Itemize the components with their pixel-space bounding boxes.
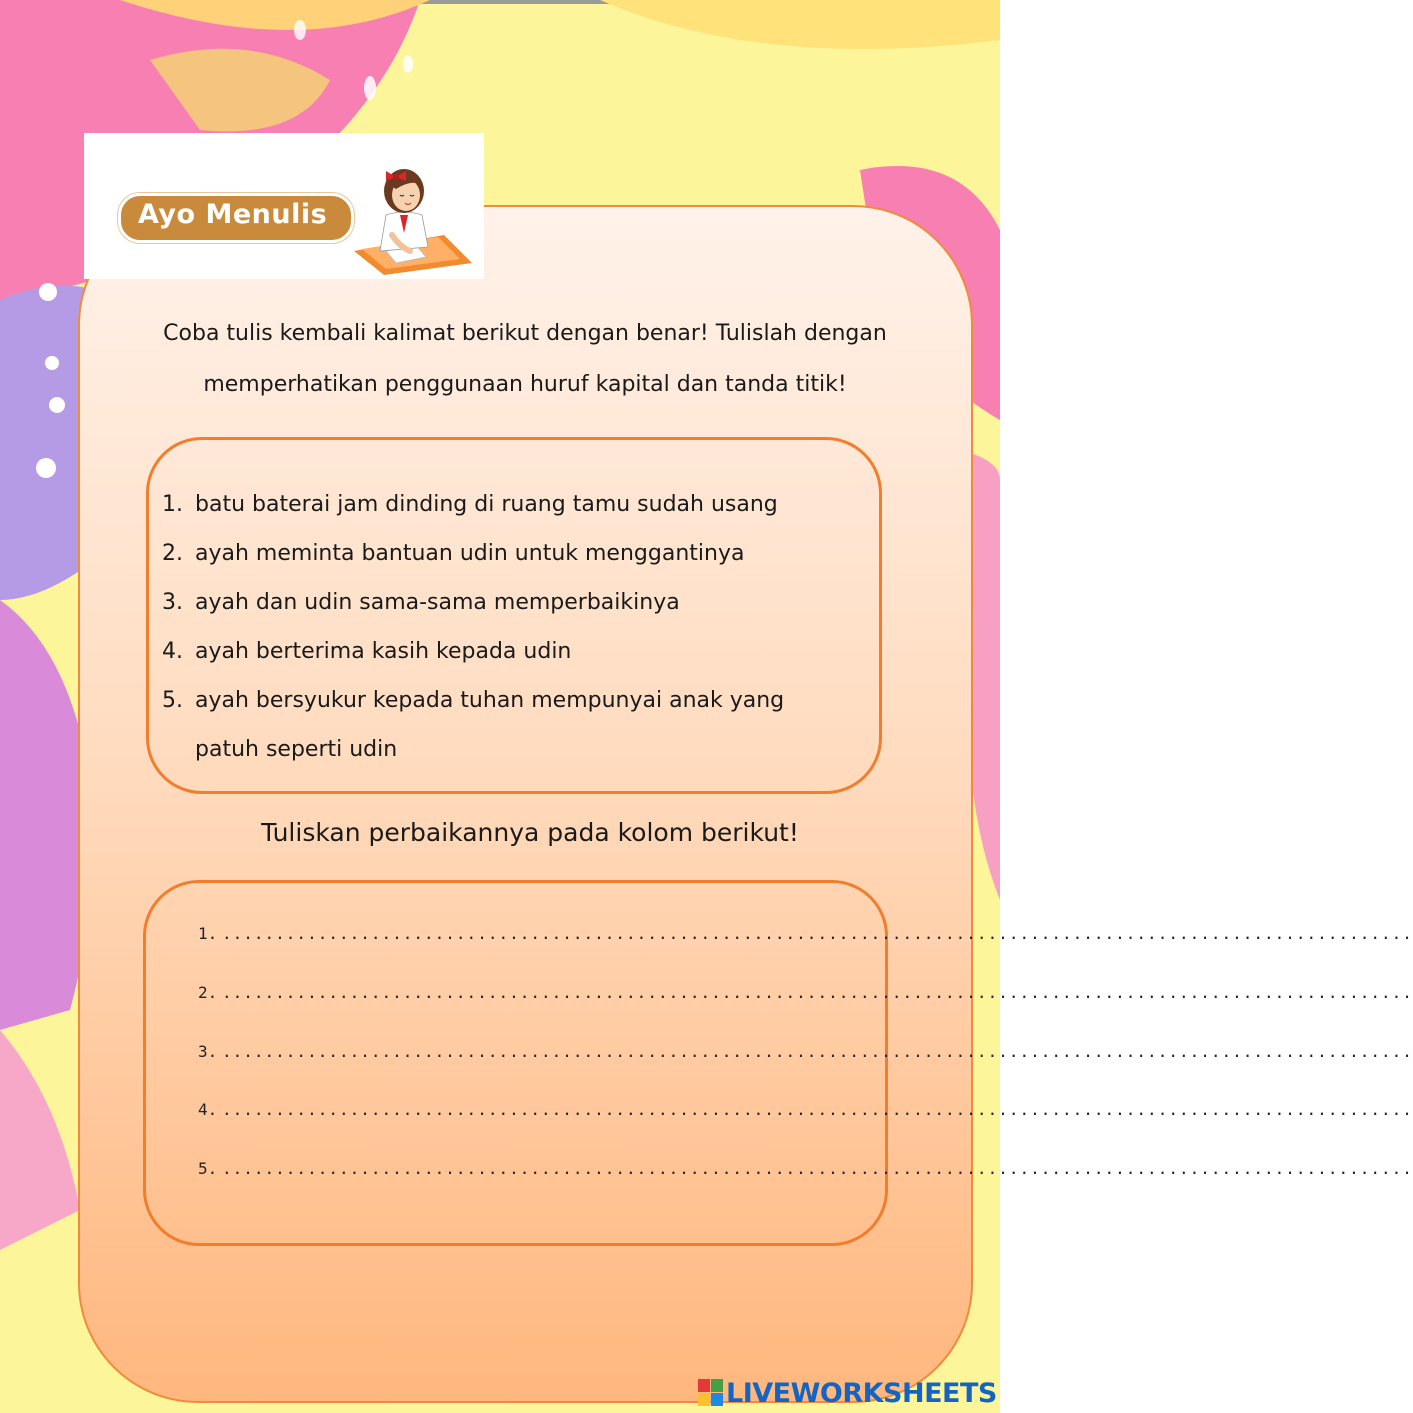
instruction-line-1: Coba tulis kembali kalimat berikut dengan benar! Tulislah dengan xyxy=(163,321,887,346)
list-item xyxy=(162,578,852,627)
answer-field-1[interactable] xyxy=(198,924,1413,948)
liveworksheets-icon xyxy=(698,1379,724,1407)
answer-number: 1. xyxy=(198,924,218,943)
list-item xyxy=(162,529,852,578)
answer-field-5[interactable] xyxy=(198,1159,1413,1183)
dotted-line: ................................................................................................................ xyxy=(222,1042,1413,1061)
brand-text: LIVEWORKSHEETS xyxy=(726,1377,997,1409)
item-number: 1. xyxy=(162,492,183,517)
item-text: batu baterai jam dinding di ruang tamu sudah usang xyxy=(195,492,778,517)
item-text: ayah dan udin sama-sama memperbaikinya xyxy=(195,590,680,615)
dotted-line: ................................................................................................................ xyxy=(222,983,1413,1002)
dotted-line: ................................................................................................................ xyxy=(222,924,1413,943)
item-text: ayah bersyukur kepada tuhan mempunyai anak yang patuh seperti udin xyxy=(195,688,785,762)
item-text: ayah berterima kasih kepada udin xyxy=(195,639,572,664)
answer-number: 5. xyxy=(198,1159,218,1178)
answer-field-2[interactable] xyxy=(198,983,1413,1007)
answer-field-3[interactable] xyxy=(198,1042,1413,1066)
girl-writing-illustration xyxy=(334,151,474,277)
answer-number: 2. xyxy=(198,983,218,1002)
instruction-text xyxy=(150,308,900,410)
list-item xyxy=(162,676,852,774)
instruction-line-2: memperhatikan penggunaan huruf kapital dan tanda titik! xyxy=(203,372,847,397)
list-item xyxy=(162,627,852,676)
item-number: 4. xyxy=(162,639,183,664)
item-number: 5. xyxy=(162,688,183,713)
answer-number: 4. xyxy=(198,1100,218,1119)
dotted-line: ................................................................................................................ xyxy=(222,1100,1413,1119)
section-header xyxy=(84,133,484,279)
answer-field-4[interactable] xyxy=(198,1100,1413,1124)
sentence-list xyxy=(162,480,852,774)
list-item xyxy=(162,480,852,529)
header-title: Ayo Menulis xyxy=(138,199,328,230)
item-number: 3. xyxy=(162,590,183,615)
dotted-line: ................................................................................................................ xyxy=(222,1159,1413,1178)
item-text: ayah meminta bantuan udin untuk menggantinya xyxy=(195,541,745,566)
answer-prompt: Tuliskan perbaikannya pada kolom berikut! xyxy=(261,818,799,847)
item-number: 2. xyxy=(162,541,183,566)
answer-number: 3. xyxy=(198,1042,218,1061)
liveworksheets-logo[interactable] xyxy=(698,1376,997,1410)
